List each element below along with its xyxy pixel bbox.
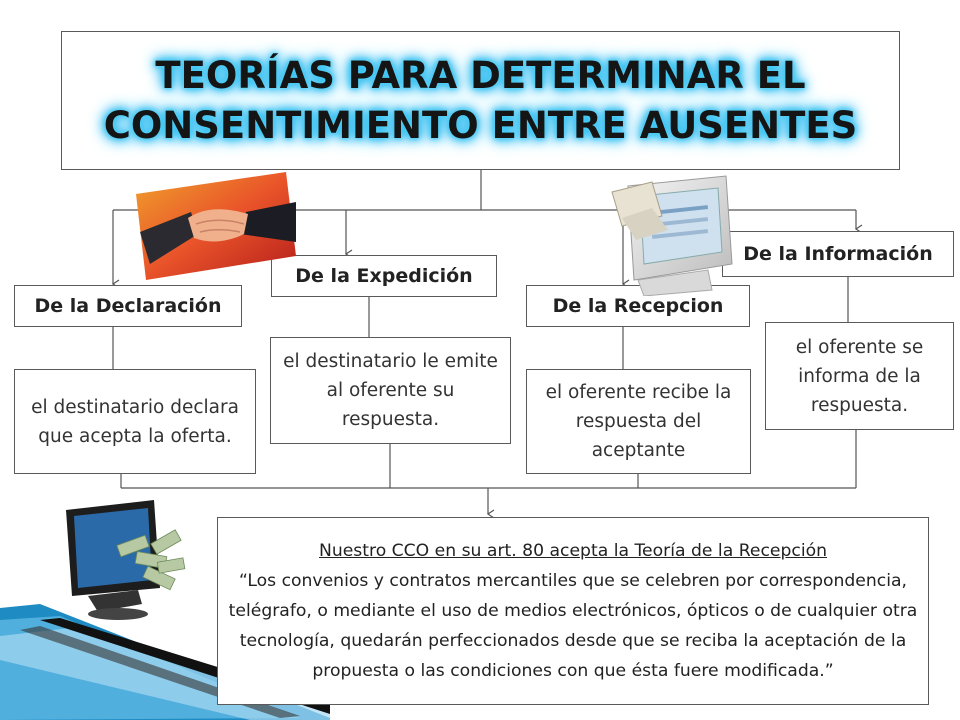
monitor-money-image: [58, 500, 188, 625]
title-box: [61, 31, 900, 170]
conclusion-quote: “Los convenios y contratos mercantiles que se celebren por correspondencia, telégrafo, o mediante el uso de medios electrónicos, ópticos o de cualquier otra tecnología, quedarán perfeccionados desde que se reciba la aceptación de la propuesta o las condiciones con que ésta fuere modificada.”: [228, 571, 918, 681]
handshake-image: [136, 172, 296, 280]
conclusion-box: [217, 517, 929, 705]
theory-description-declaracion: el destinatario declara que acepta la oferta.: [14, 369, 256, 474]
theory-heading-expedicion: De la Expedición: [271, 255, 497, 297]
computer-envelope-image: [608, 168, 736, 296]
conclusion-title: Nuestro CCO en su art. 80 acepta la Teoría de la Recepción: [318, 541, 828, 561]
title-line-1: TEORÍAS PARA DETERMINAR EL: [155, 53, 806, 97]
theory-heading-informacion: De la Información: [722, 231, 954, 277]
theory-description-informacion: el oferente se informa de la respuesta.: [765, 322, 954, 430]
theory-description-recepcion: el oferente recibe la respuesta del aceptante: [526, 369, 751, 474]
theory-description-expedicion: el destinatario le emite al oferente su respuesta.: [270, 337, 511, 444]
title-line-2: CONSENTIMIENTO ENTRE AUSENTES: [103, 103, 858, 147]
theory-heading-declaracion: De la Declaración: [14, 285, 242, 327]
theory-heading-recepcion: De la Recepcion: [526, 285, 750, 327]
